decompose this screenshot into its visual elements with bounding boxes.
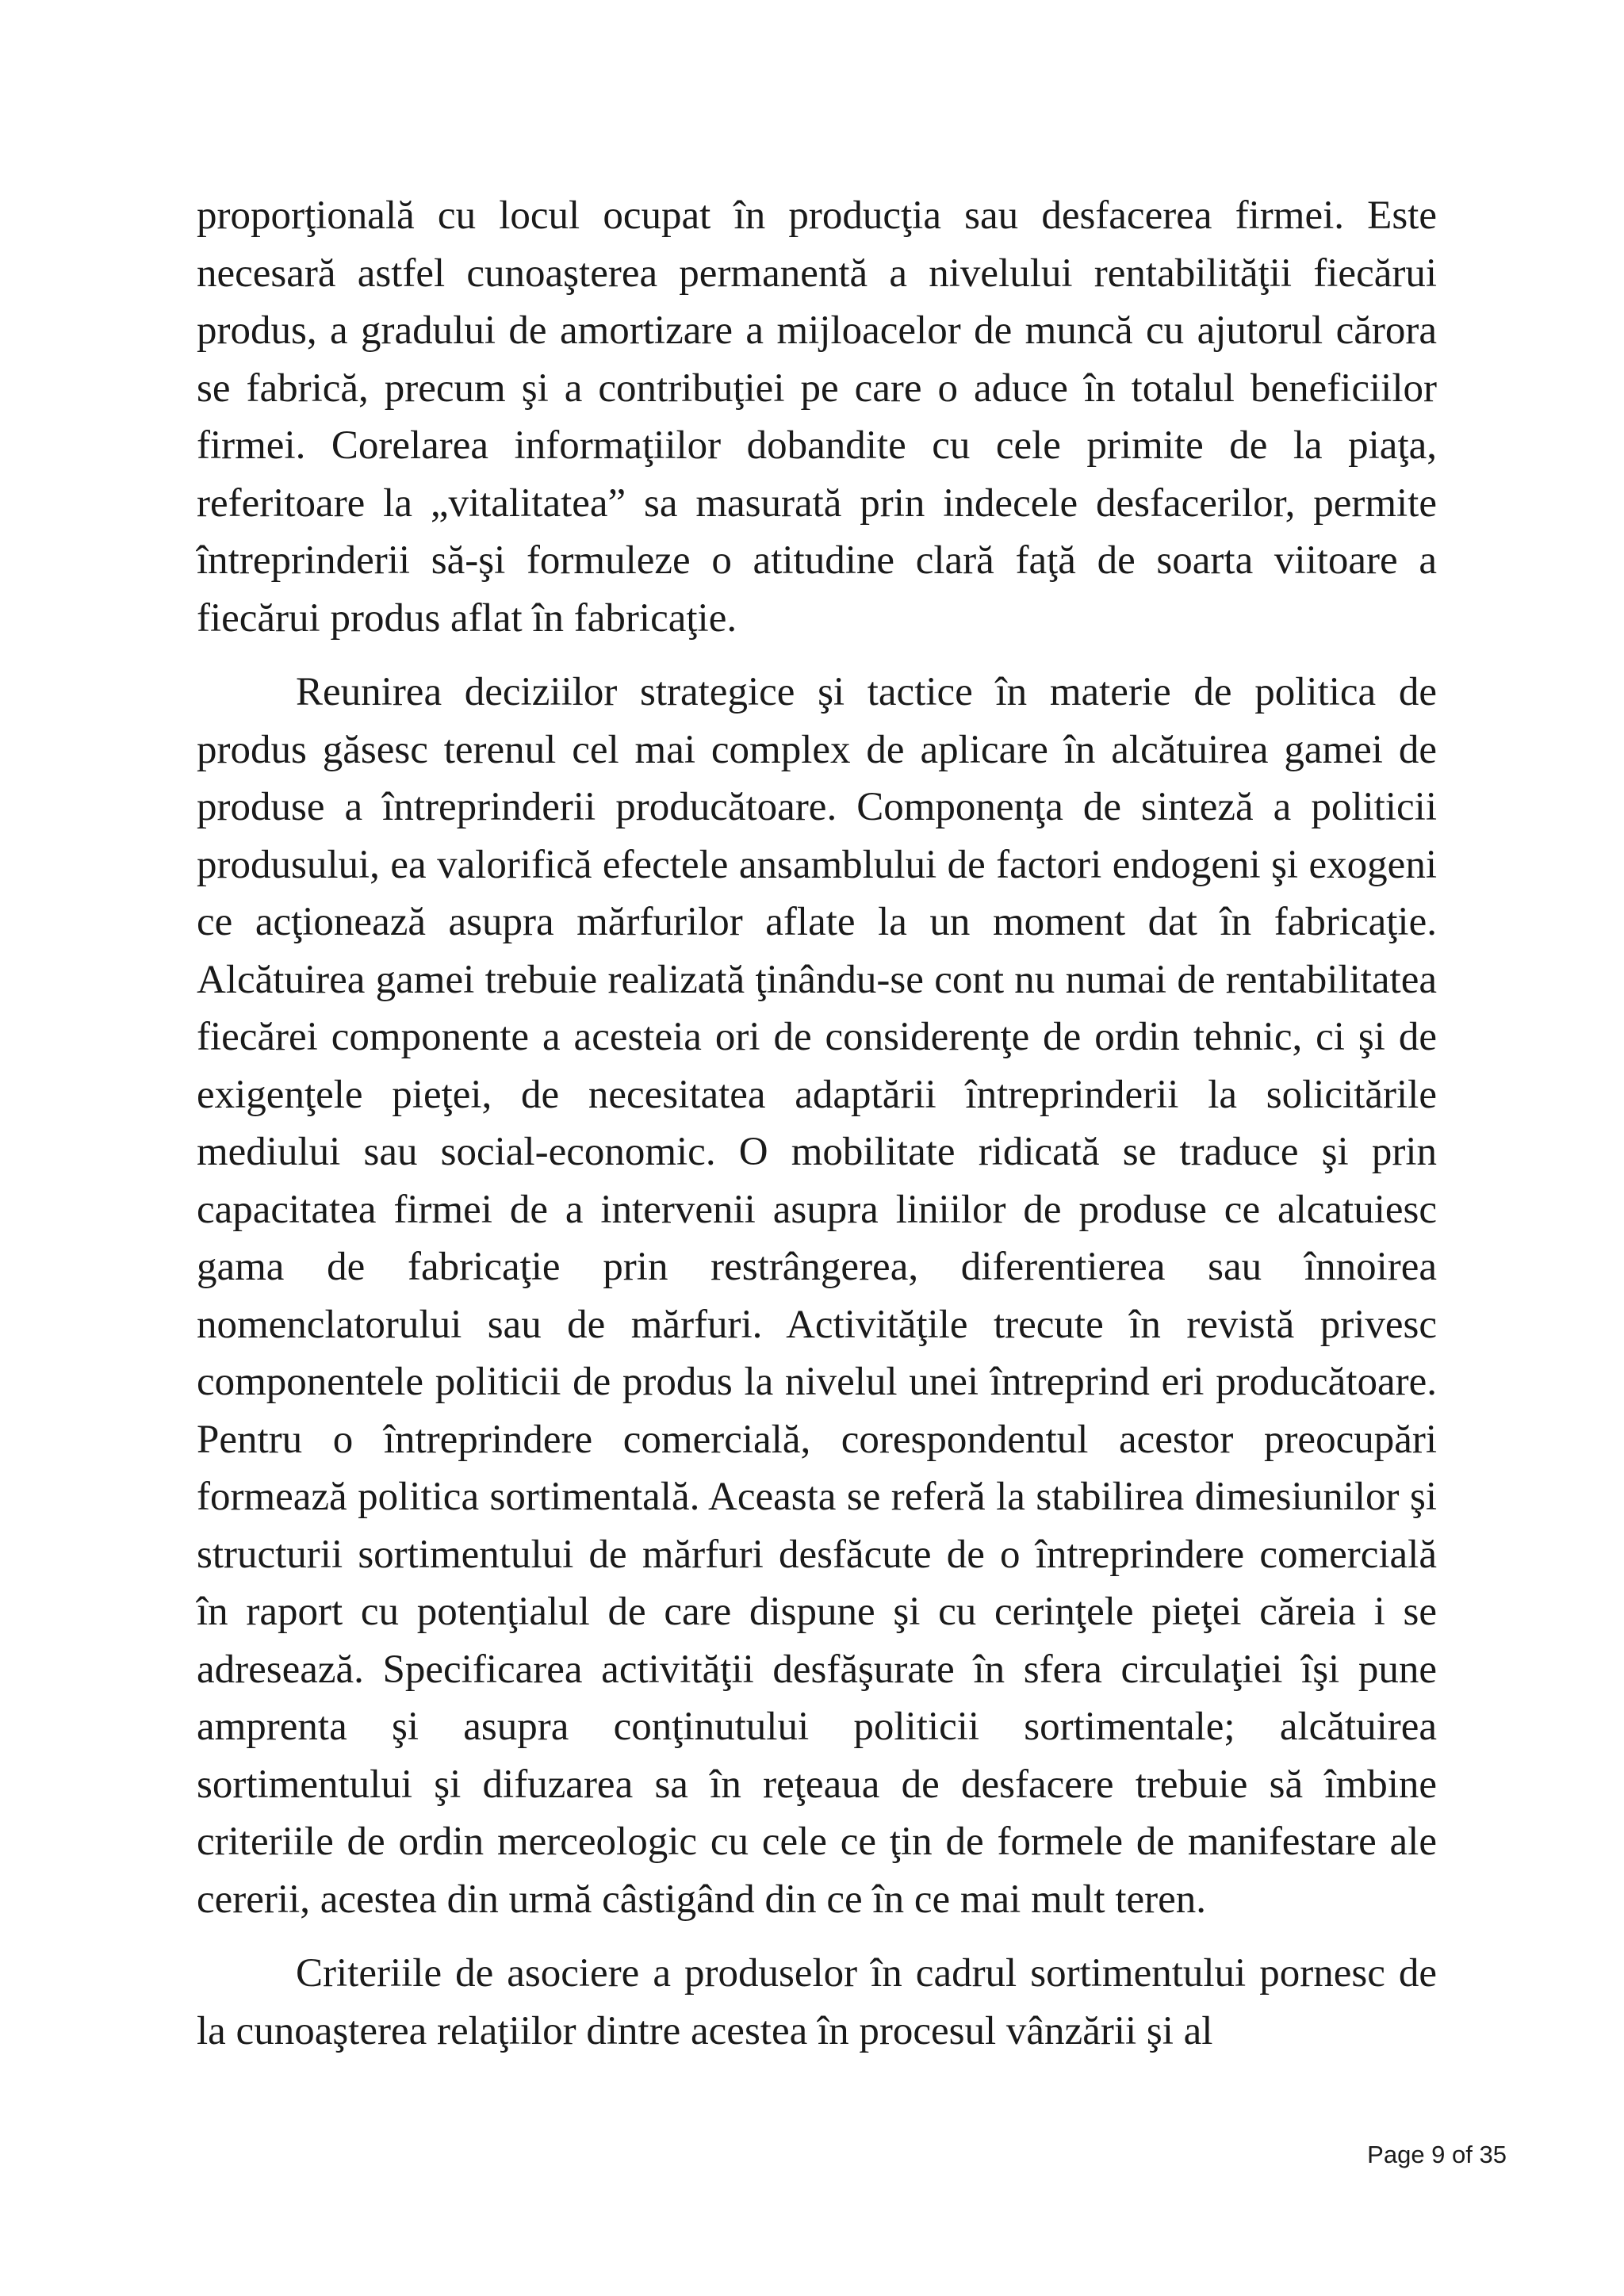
page-number: Page 9 of 35 — [1367, 2141, 1507, 2168]
paragraph-3: Criteriile de asociere a produselor în cadrul sortimentului pornesc de la cunoaşterea relaţiilor dintre acestea în procesul vânzării şi al — [197, 1951, 1437, 2053]
paragraph-1: proporţională cu locul ocupat în producţia sau desfacerea firmei. Este necesară astfel cunoaşterea permanentă a nivelului rentabilităţii fiecărui produs, a gradului de amortizare a mijloacelor de muncă cu ajutorul cărora se fabrică, precum şi a contribuţiei pe care o aduce în totalul beneficiilor firmei. Corelarea informaţiilor dobandite cu cele primite de la piaţa, referitoare la „vitalitatea” sa masurată prin indecele desfacerilor, permite întreprinderii să-şi formuleze o atitudine clară faţă de soarta viitoare a fiecărui produs aflat în fabricaţie. — [197, 193, 1437, 641]
body-text — [197, 187, 1437, 2060]
paragraph-2: Reunirea deciziilor strategice şi tactice în materie de politica de produs găsesc terenul cel mai complex de aplicare în alcătuirea gamei de produse a întreprinderii producătoare. Componenţa de sinteză a politicii produsului, ea valorifică efectele ansamblului de factori endogeni şi exogeni ce acţionează asupra mărfurilor aflate la un moment dat în fabricaţie. Alcătuirea gamei trebuie realizată ţinându-se cont nu numai de rentabilitatea fiecărei componente a acesteia ori de considerenţe de ordin tehnic, ci şi de exigenţele pieţei, de necesitatea adaptării întreprinderii la solicitările mediului sau social-economic. O mobilitate ridicată se traduce şi prin capacitatea firmei de a intervenii asupra liniilor de produse ce alcatuiesc gama de fabricaţie prin restrângerea, diferentierea sau înnoirea nomenclatorului sau de mărfuri. Activităţile trecute în revistă privesc componentele politicii de produs la nivelul unei întreprind eri producătoare. Pentru o întreprindere comercială, corespondentul acestor preocupări formează politica sortimentală. Aceasta se referă la stabilirea dimesiunilor şi structurii sortimentului de mărfuri desfăcute de o întreprindere comercială în raport cu potenţialul de care dispune şi cu cerinţele pieţei căreia i se adresează. Specificarea activităţii desfăşurate în sfera circulaţiei îşi pune amprenta şi asupra conţinutului politicii sortimentale; alcătuirea sortimentului şi difuzarea sa în reţeaua de desfacere trebuie să îmbine criteriile de ordin merceologic cu cele ce ţin de formele de manifestare ale cererii, acestea din urmă câstigând din ce în ce mai mult teren. — [197, 670, 1437, 1922]
